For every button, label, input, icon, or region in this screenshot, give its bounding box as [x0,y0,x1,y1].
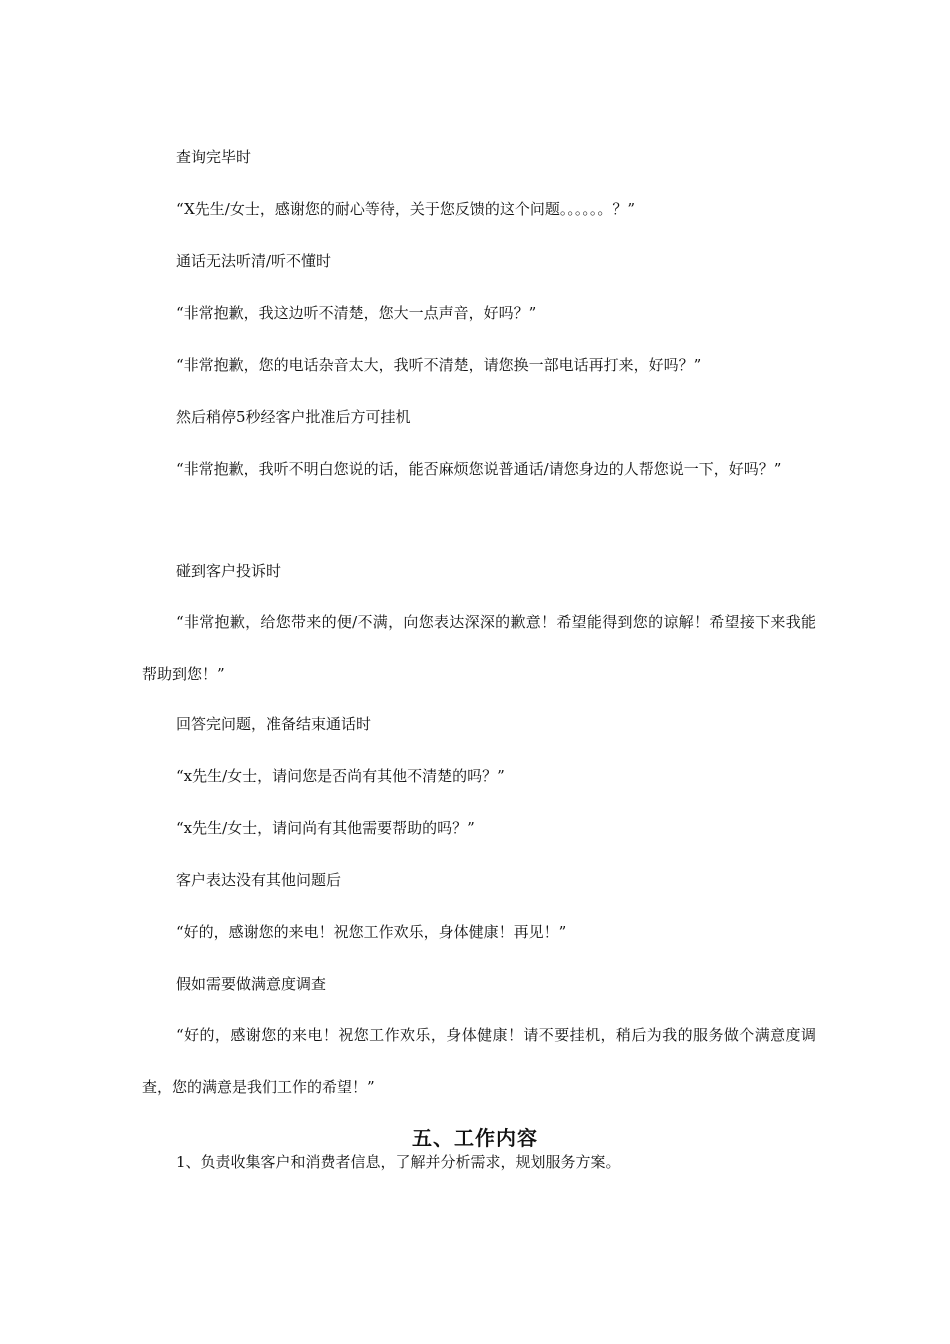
paragraph: “X先生/女士，感谢您的耐心等待，关于您反馈的这个问题。。。。。。？” [176,200,635,218]
section-heading: 五、工作内容 [412,1126,538,1150]
paragraph: “非常抱歉，给您带来的便/不满，向您表达深深的歉意！希望能得到您的谅解！希望接下来我能帮助到您！” [142,613,816,683]
paragraph: “x先生/女士，请问尚有其他需要帮助的吗？” [176,819,475,837]
paragraph: “非常抱歉，我这边听不清楚，您大一点声音，好吗？” [176,304,537,322]
paragraph: “x先生/女士，请问您是否尚有其他不清楚的吗？” [176,767,505,785]
paragraph: “好的，感谢您的来电！祝您工作欢乐，身体健康！再见！” [176,923,567,941]
paragraph: 假如需要做满意度调查 [176,975,327,993]
paragraph: 然后稍停5秒经客户批准后方可挂机 [176,408,411,426]
paragraph: 通话无法听清/听不懂时 [176,252,332,270]
paragraph: 碰到客户投诉时 [176,562,282,580]
paragraph: 回答完问题，准备结束通话时 [176,715,372,733]
paragraph: 查询完毕时 [176,148,252,166]
paragraph: “非常抱歉，您的电话杂音太大，我听不清楚，请您换一部电话再打来，好吗？” [176,356,702,374]
paragraph: “好的，感谢您的来电！祝您工作欢乐，身体健康！请不要挂机，稍后为我的服务做个满意度调查，您的满意是我们工作的希望！” [142,1026,816,1096]
list-item: 1、负责收集客户和消费者信息，了解并分析需求，规划服务方案。 [176,1153,621,1171]
paragraph: “非常抱歉，我听不明白您说的话，能否麻烦您说普通话/请您身边的人帮您说一下，好吗？” [176,460,782,478]
paragraph: 客户表达没有其他问题后 [176,871,342,889]
